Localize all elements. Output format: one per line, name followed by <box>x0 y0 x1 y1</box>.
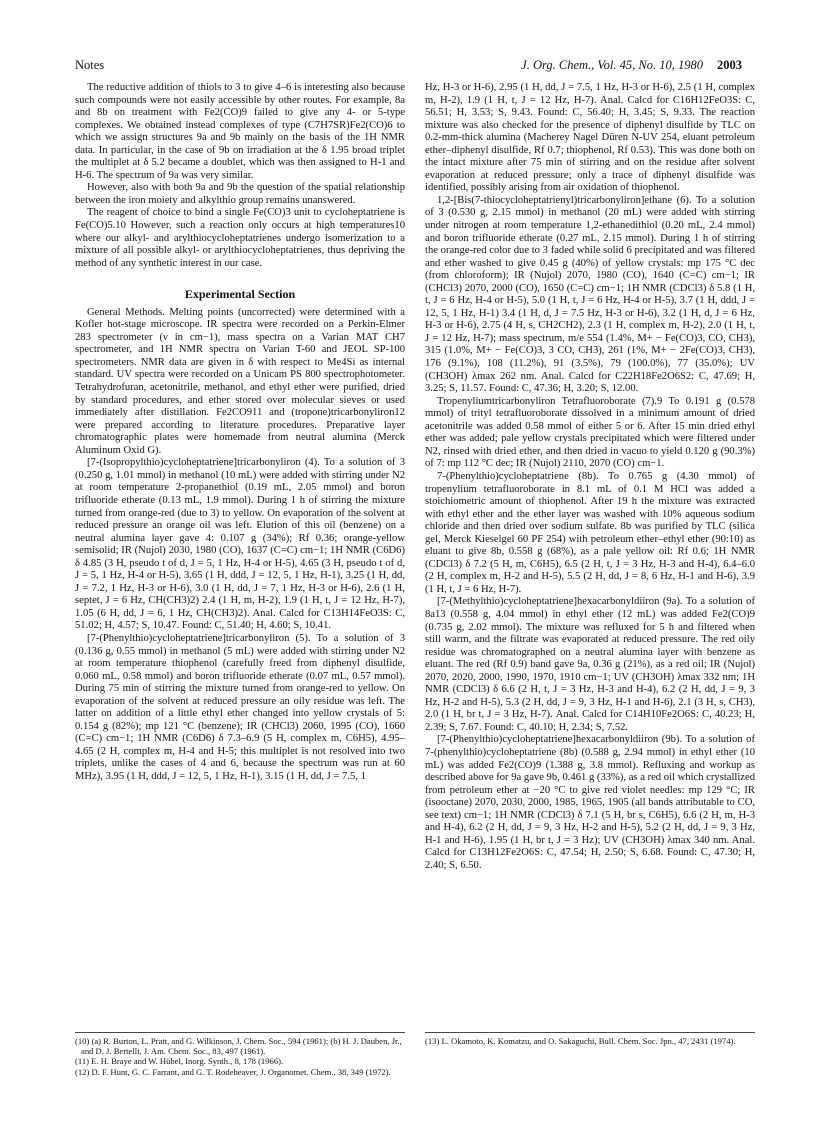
footnote: (10) (a) R. Burton, L. Pratt, and G. Wilkinson, J. Chem. Soc., 594 (1961); (b) H. J. Dauben, Jr., and D. J. Bertelli, J. Am. Chem. Soc., 83, 497 (1961). <box>75 1036 402 1057</box>
experimental-paragraph: [7-(Isopropylthio)cycloheptatriene]tricarbonyliron (4). To a solution of 3 (0.250 g, 1.01 mmol) in methanol (10 mL) were added with stirring under N2 at room temperature 2-propanethiol (0.19 mL, 2.05 mmol) and boron trifluoride etherate (0.13 mL, 1.9 mmol). During 1 h of stirring the mixture turned from orange-red (due to 3) to yellow. On evaporation of the solvent at reduced pressure an orange oil was left. Elution of this oil (benzene) on a neutral alumina layer gave 4: 0.107 g (34%); Rf 0.36; orange-yellow semisolid; IR (Nujol) 2030, 1980 (CO), 1637 (C=C) cm−1; 1H NMR (C6D6) δ 4.85 (3 H, pseudo t of d, J = 5, 1 Hz, H-4 or H-5), 4.65 (3 H, pseudo t of d, J = 5, 1 Hz, H-4 or H-5), 3.65 (1 H, ddd, J = 12, 5, 1 Hz, H-1), 3.25 (1 H, dd, J = 7.2, 1 Hz, H-3 or H-6), 3.0 (1 H, dd, J = 7, 1 Hz, H-3 or H-6), 2.6 (1 H, septet, J = 6 Hz, CH(CH3)2) 2.4 (1 H, m, H-2), 1.9 (1 H, t, J = 12 Hz, H-7), 1.05 (6 H, dd, J = 6, 1 Hz, CH(CH3)2). Anal. Calcd for C13H14FeO3S: C, 51.02; H, 4.57; S, 10.47. Found: C, 51.40; H, 4.60; S, 10.41. <box>75 457 405 632</box>
left-column <box>75 82 405 784</box>
body-paragraph: However, also with both 9a and 9b the question of the spatial relationship between the iron moiety and alkylthio group remains unanswered. <box>75 182 405 206</box>
body-paragraph: 7-(Phenylthio)cycloheptatriene (8b). To 0.765 g (4.30 mmol) of tropenylium tetrafluoroborate in 8.1 mL of 0.1 M HCl was added a stoichiometric amount of thiophenol. After 19 h the mixture was extracted with ethyl ether and the ether layer was washed with 10% aqueous sodium chloride and then dried over sodium sulfate. 8b was purified by TLC (silica gel, Merck Kieselgel 60 PF 254) with petroleum ether–ethyl ether (90:10) as eluant to give 8b, 0.558 g (68%), as a pale yellow oil: Rf 0.6; 1H NMR (CDCl3) δ 7.2 (5 H, m, C6H5), 6.5 (2 H, t, J = 3 Hz, H-3 and H-4), 6.4–6.0 (2 H, complex m, H-2 and H-5), 5.5 (2 H, dd, J = 8, 6 Hz, H-1 and H-6), 3.9 (1 H, t, J = 6 Hz, H-7). <box>425 470 755 595</box>
body-paragraph: 1,2-[Bis(7-thiocycloheptatrienyl)tricarbonyliron]ethane (6). To a solution of 3 (0.530 g, 2.15 mmol) in methanol (20 mL) were added with stirring under nitrogen at room temperature 1,2-ethanedithiol (0.20 mL, 2.4 mmol) and boron trifluoride etherate (0.27 mL, 2.15 mmol). During 1 h of stirring the orange-red color due to 3 faded while solid 6 precipitated and was filtered and ether washed to give 0.45 g (40%) of yellow crystals: mp 175 °C dec (from chloroform); IR (Nujol) 2070, 1980 (CO), 1640 (C=C) cm−1; IR (CHCl3) 2070, 2000 (CO), 1650 (C=C) cm−1; 1H NMR (CDCl3) δ 5.8 (1 H, t, J = 6 Hz, H-4 or H-5), 5.0 (1 H, t, J = 6 Hz, H-4 or H-5), 3.7 (1 H, ddd, J = 12, 5, 1 Hz, H-1) 3.4 (1 H, d, J = 7.5 Hz, H-3 or H-6), 3.2 (1 H, d, J = 6 Hz, H-3 or H-6), 2.75 (4 H, s, CH2CH2), 2.3 (1 H, complex m, H-2), 2.0 (1 H, t, J = 12 Hz, H-7); mass spectrum, m/e 554 (1.4%, M+ − Fe(CO)3, CO, CH3), 315 (1.0%, M+ − Fe(CO)3, 3 CO, CH3), 261 (1%, M+ − 2Fe(CO)3, CH3), 176 (9.1%), 108 (11.2%), 91 (3.5%), 79 (100.0%), 77 (35.0%); UV (CH3OH) λmax 262 nm. Anal. Calcd for C22H18Fe2O6S2: C, 47.69; H, 3.25; S, 11.57. Found: C, 47.36; H, 3.20; S, 12.00. <box>425 194 755 395</box>
footnotes-left <box>75 1032 405 1077</box>
footnote: (11) E. H. Braye and W. Hübel, Inorg. Synth., 8, 178 (1966). <box>75 1056 284 1067</box>
page-number: 2003 <box>717 58 742 72</box>
experimental-heading: Experimental Section <box>184 287 296 302</box>
body-paragraph: The reductive addition of thiols to 3 to give 4–6 is interesting also because such compounds were not easily accessible by other routes. For example, 8a and 8b on treatment with Fe2(CO)9 failed to give any 4- or 5-type complexes. We obtained instead complexes of type (C7H7SR)Fe2(CO)6 to which we assign structures 9a and 9b mainly on the basis of the 1H NMR data. In particular, in the case of 9b on irradiation at the δ 1.95 broad triplet the multiplet at δ 5.2 became a doublet, which was then assigned to H-1 and H-6. The spectrum of 9a was very similar. <box>75 82 405 181</box>
footnote: (13) L. Okamoto, K. Komatzu, and O. Sakaguchi, Bull. Chem. Soc. Jpn., 47, 2431 (1974). <box>425 1036 736 1046</box>
journal-citation: J. Org. Chem., Vol. 45, No. 10, 1980 2003 <box>521 58 742 72</box>
body-paragraph: [7-(Phenylthio)cycloheptatriene]hexacarbonyldiiron (9b). To a solution of 7-(phenylthio)cycloheptatriene (8b) (0.588 g, 2.94 mmol) in ethyl ether (10 mL) was added Fe2(CO)9 (1.388 g, 3.8 mmol). Refluxing and workup as described above for 9a gave 9b, 0.461 g (33%), as a red oil which crystallized from petroleum ether at −20 °C to give red violet needles: mp 129 °C; IR (isooctane) 2070, 2030, 2000, 1985, 1965, 1905 (all bands attributable to CO, see text) cm−1; 1H NMR (CDCl3) δ 7.1 (5 H, br s, C6H5), 6.6 (2 H, m, H-3 and H-4), 6.2 (2 H, dd, J = 9, 3 Hz, H-2 and H-5), 5.2 (2 H, dd, J = 9, 3 Hz, H-1 and H-6), 1.95 (1 H, br t, J = 3 Hz); UV (CH3OH) λmax 340 nm. Anal. Calcd for C13H12Fe2O6S: C, 47.54; H, 2.50; S, 6.68. Found: C, 47.30; H, 2.40; S, 6.50. <box>425 734 755 871</box>
experimental-paragraph: [7-(Phenylthio)cycloheptatriene]tricarbonyliron (5). To a solution of 3 (0.136 g, 0.55 mmol) in methanol (5 mL) were added with stirring under N2 at room temperature thiophenol (carefully freed from diphenyl disulfide, 0.060 mL, 0.58 mmol) and boron trifluoride etherate (0.07 mL, 0.57 mmol). During 75 min of stirring the mixture turned from orange-red to yellow. On evaporation of the solvent at reduced pressure an oily residue was left. The latter on addition of a little ethyl ether changed into yellow crystals of 5: 0.154 g (82%); mp 121 °C (benzene); IR (CHCl3) 2060, 1995 (CO), 1660 (C=C) cm−1; 1H NMR (C6D6) δ 7.3–6.9 (5 H, complex m, C6H5), 4.95–4.65 (2 H, complex m, H-4 and H-5; this multiplet is not resolved into two triplets, unlike the cases of 4 and 6, because the spectrum was run at 60 MHz), 3.95 (1 H, ddd, J = 12, 5, 1 Hz, H-1), 3.15 (1 H, dd, J = 7.5, 1 <box>75 632 405 782</box>
footnotes-right <box>425 1032 755 1046</box>
running-header <box>75 58 742 76</box>
body-paragraph: [7-(Methylthio)cycloheptatriene]hexacarbonyldiiron (9a). To a solution of 8a13 (0.558 g, 4.04 mmol) in ethyl ether (12 mL) was added Fe2(CO)9 (0.735 g, 2.02 mmol). The mixture was refluxed for 5 h and filtered when still warm, and the filtrate was evaporated at reduced pressure. The red oily residue was chromatographed on a neutral alumina layer with benzene as eluant. The red (Rf 0.9) band gave 9a, 0.36 g (21%), as a red oil; IR (Nujol) 2070, 2020, 2000, 1990, 1970, 1910 cm−1; UV (CH3OH) λmax 332 nm; 1H NMR (CDCl3) δ 6.6 (2 H, t, J = 3 Hz, H-3 and H-4), 6.2 (2 H, dd, J = 9, 3 Hz, H-2 and H-5), 5.3 (2 H, dd, J = 9, 3 Hz, H-1 and H-6), 2.1 (3 H, s, CH3), 2.0 (1 H, br t, J = 3 Hz, H-7). Anal. Calcd for C14H10Fe2O6S: C, 40.23; H, 2.39; S, 7.67. Found: C, 40.10; H, 2.34; S, 7.52. <box>425 596 755 733</box>
section-label: Notes <box>75 58 105 72</box>
right-column <box>425 82 755 872</box>
body-paragraph: Tropenyliumtricarbonyliron Tetrafluoroborate (7).9 To 0.191 g (0.578 mmol) of trityl tetrafluoroborate dissolved in a minimum amount of dried acetonitrile was added 0.58 mmol of either 5 or 6. After 15 min dried ethyl ether was added; pale yellow crystals precipitated which were filtered under N2, rinsed with dried ether, and then dried in vacuo to yield 0.120 g (90.3%) of 7: mp 112 °C dec; IR (Nujol) 2110, 2070 (CO) cm−1. <box>425 395 755 470</box>
footnote: (12) D. F. Hunt, G. C. Farrant, and G. T. Rodeheaver, J. Organomet. Chem., 38, 349 (1972). <box>75 1066 391 1077</box>
body-paragraph: Hz, H-3 or H-6), 2.95 (1 H, dd, J = 7.5, 1 Hz, H-3 or H-6), 2.5 (1 H, complex m, H-2), 1.9 (1 H, t, J = 12 Hz, H-7). Anal. Calcd for C16H12FeO3S: C, 56.51; H, 3.53; S, 9.43. Found: C, 56.40; H, 3.45; S, 9.33. The reaction mixture was also checked for the presence of diphenyl disulfide by TLC on 0.2-mm-thick alumina (Macherey Nagel Düren N-UV 254, eluant petroleum ether–diphenyl disulfide, Rf 0.7; thiophenol, Rf 0.53). This was done both on the intact mixture after 75 min of stirring and on the residue after solvent evaporation at reduced pressure; only a trace of diphenyl disulfide was identified, possibly arising from air oxidation of thiophenol. <box>425 82 755 194</box>
body-paragraph: The reagent of choice to bind a single Fe(CO)3 unit to cycloheptatriene is Fe(CO)5.10 However, such a reaction only occurs at high temperatures10 where our alkyl- and arylthiocycloheptatrienes undergo isomerization to a mixture of all possible alkyl- or arylthiocycloheptatrienes, thus depriving the method of any synthetic interest in our case. <box>75 207 405 269</box>
experimental-paragraph: General Methods. Melting points (uncorrected) were determined with a Kofler hot-stage microscope. IR spectra were recorded on a Perkin-Elmer 283 spectrometer (ν in cm−1), mass spectra on a Varian MAT CH7 spectrometer, and 1H NMR spectra on Varian T-60 and JEOL SP-100 spectrometers. NMR data are given in δ with respect to Me4Si as internal standard. UV spectra were recorded on a Unicam PS 800 spectrophotometer. Tetrahydrofuran, acetonitrile, methanol, and ethyl ether were purified, dried by standard procedures, and ether stored over molecular sieves or used immediately after distillation. Fe2CO911 and (tropone)tricarbonyliron12 were prepared according to literature procedures. Preparative layer chromatographic plates were homemade from neutral alumina (Merck Aluminum Oxid G). <box>75 306 405 456</box>
